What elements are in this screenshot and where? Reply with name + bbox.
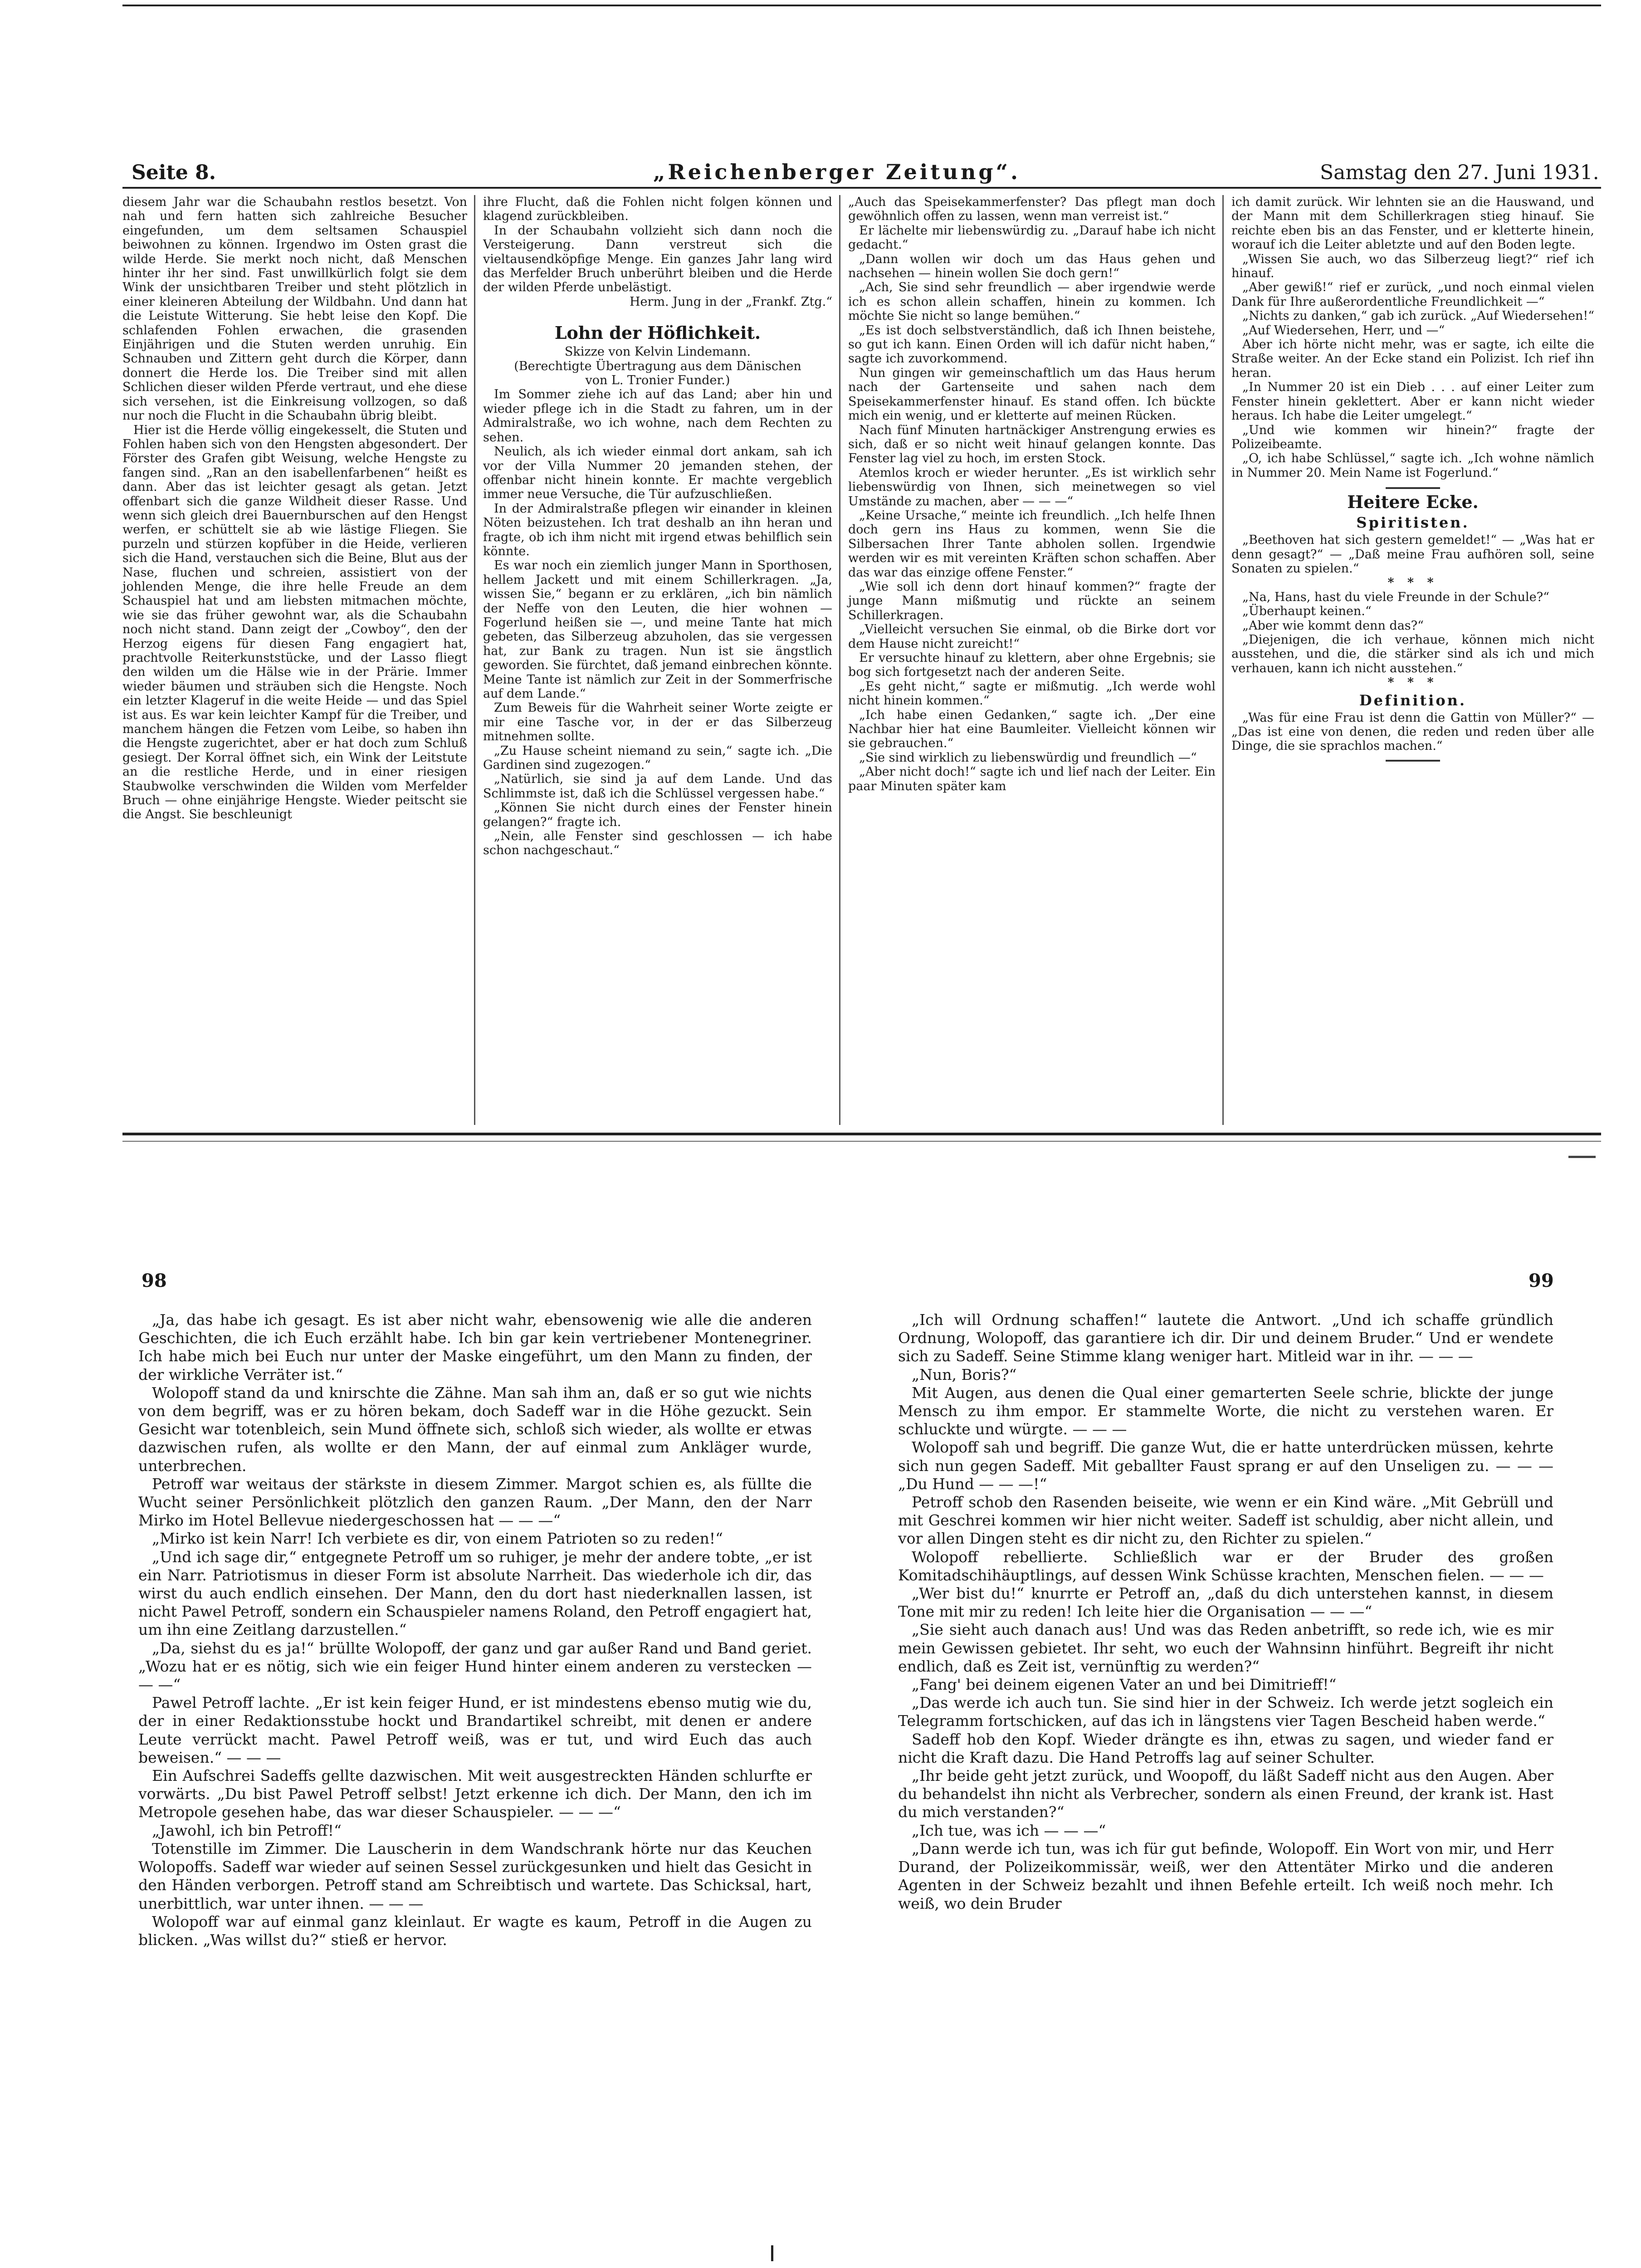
- bottom-page-rule-thin: [122, 1141, 1601, 1142]
- book-page-right: [898, 1311, 1553, 1913]
- paragraph: „Können Sie nicht durch eines der Fenster hinein gelangen?“ fragte ich.: [483, 801, 832, 829]
- paragraph: Pawel Petroff lachte. „Er ist kein feiger Hund, er ist mindestens ebenso mutig wie du, der in einer Redaktionsstube hockt und Brandartikel schreibt, mit denen er andere Leute verrückt macht. Pawel Petroff weiß, was er tut, und wird Euch das auch beweisen.“ — — —: [138, 1694, 812, 1766]
- subsection-title: Definition.: [1359, 691, 1467, 709]
- paragraph: „Zu Hause scheint niemand zu sein,“ sagte ich. „Die Gardinen sind zugezogen.“: [483, 743, 832, 772]
- column-four: [1231, 195, 1594, 762]
- paragraph: „Nun, Boris?“: [912, 1365, 1017, 1383]
- paragraph: „Sie sieht auch danach aus! Und was das Reden anbetrifft, so rede ich, wie es mir mein Gewissen gebietet. Ihr seht, wo euch der Wahnsinn hinführt. Begreift ihr nicht endlich, daß es Zeit ist, vernünftig zu werden?“: [898, 1621, 1553, 1675]
- paragraph: ich damit zurück. Wir lehnten sie an die Hauswand, und der Mann mit dem Schillerkragen stieg hinauf. Sie reichte eben bis an das Fenster, und er kletterte hinein, worauf ich die Leiter abletzte und auf den Boden legte.: [1231, 195, 1594, 252]
- paragraph: „Auf Wiedersehen, Herr, und —“: [1242, 323, 1445, 337]
- paragraph: Zum Beweis für die Wahrheit seiner Worte zeigte er mir eine Tasche vor, in der er das Silberzeug mitnehmen sollte.: [483, 701, 832, 744]
- section-divider: [1386, 760, 1440, 762]
- paragraph: „Keine Ursache,“ meinte ich freundlich. „Ich helfe Ihnen doch gern ins Haus zu kommen, wenn Sie die Silbersachen Ihrer Tante abholen sollen. Irgendwie werden wir es mit vereinten Kräften schon schaffen. Aber das war das einzige offene Fenster.“: [848, 508, 1216, 580]
- scan-mark: [1568, 1156, 1596, 1158]
- subsection-title: Spiritisten.: [1356, 514, 1470, 532]
- paragraph: Er versuchte hinauf zu klettern, aber ohne Ergebnis; sie bog sich fortgesetzt nach der anderen Seite.: [848, 651, 1216, 679]
- paragraph: „Beethoven hat sich gestern gemeldet!“ — „Was hat er denn gesagt?“ — „Daß meine Frau aufhören soll, seine Sonaten zu spielen.“: [1231, 533, 1594, 576]
- translation-note: von L. Tronier Funder.): [585, 373, 730, 388]
- paragraph: „Wer bist du!“ knurrte er Petroff an, „daß du dich unterstehen kannst, in diesem Tone mit mir zu reden! Ich leite hier die Organisation — — —“: [898, 1584, 1553, 1621]
- paragraph: Wolopoff rebellierte. Schließlich war er der Bruder des großen Komitadschihäuptlings, auf dessen Wink Schüsse krachten, Menschen fielen. — — —: [898, 1548, 1553, 1584]
- paragraph: „Ach, Sie sind sehr freundlich — aber irgendwie werde ich es schon allein schaffen, hinein zu kommen. Ich möchte Sie nicht so lange bemühen.“: [848, 280, 1216, 323]
- section-title-heitere-ecke: Heitere Ecke.: [1347, 492, 1479, 513]
- story-title: Lohn der Höflichkeit.: [554, 323, 761, 343]
- paragraph: Wolopoff sah und begriff. Die ganze Wut, die er hatte unterdrücken müssen, kehrte sich nun gegen Sadeff. Mit geballter Faust sprang er auf den Unseligen zu. — — — „Du Hund — — —!“: [898, 1438, 1553, 1493]
- book-page-left: [138, 1311, 812, 1949]
- paragraph: „Diejenigen, die ich verhaue, können mich nicht ausstehen, und die, die stärker sind als ich und mich verhauen, kann ich nicht ausstehen.“: [1231, 632, 1594, 675]
- paragraph: „Ich tue, was ich — — —“: [912, 1821, 1106, 1839]
- star-separator: * * *: [1387, 675, 1438, 690]
- issue-date: Samstag den 27. Juni 1931.: [1320, 161, 1599, 184]
- paragraph: „Aber wie kommt denn das?“: [1242, 618, 1424, 633]
- page-label: Seite 8.: [132, 161, 216, 184]
- paragraph: Ein Aufschrei Sadeffs gellte dazwischen. Mit weit ausgestreckten Händen schlurfte er vorwärts. „Du bist Pawel Petroff selbst! Jetzt erkenne ich dich. Der Mann, den ich im Metropole gesehen habe, das war dieser Schauspieler. — — —“: [138, 1767, 812, 1821]
- paragraph: „Nichts zu danken,“ gab ich zurück. „Auf Wiedersehen!“: [1242, 309, 1594, 323]
- paragraph: Es war noch ein ziemlich junger Mann in Sporthosen, hellem Jackett und mit einem Schillerkragen. „Ja, wissen Sie,“ begann er zu erklären, „ich bin nämlich der Neffe von den Leuten, die hier wohnen — Fogerlund heißen sie —, und meine Tante hat mich gebeten, das Silberzeug abzuholen, das sie vergessen hat, zur Bank zu tragen. Nun ist sie ängstlich geworden. Sie fürchtet, daß jemand einbrechen könnte. Meine Tante ist nämlich zur Zeit in der Sommerfrische auf dem Lande.“: [483, 558, 832, 701]
- paragraph: „Wie soll ich denn dort hinauf kommen?“ fragte der junge Mann mißmutig und rückte an seinem Schillerkragen.: [848, 579, 1216, 622]
- paragraph: „Da, siehst du es ja!“ brüllte Wolopoff, der ganz und gar außer Rand und Band geriet. „Wozu hat er es nötig, sich wie ein feiger Hund hinter einem anderen zu verstecken — — —“: [138, 1639, 812, 1694]
- paragraph: „Das werde ich auch tun. Sie sind hier in der Schweiz. Ich werde jetzt sogleich ein Telegramm fortschicken, auf das ich in längstens vier Tagen Bescheid haben werde.“: [898, 1694, 1553, 1730]
- paragraph: ihre Flucht, daß die Fohlen nicht folgen können und klagend zurückbleiben.: [483, 195, 832, 224]
- paragraph: Wolopoff stand da und knirschte die Zähne. Man sah ihm an, daß er so gut wie nichts von dem begriff, was er zu hören bekam, doch Sadeff war in die Höhe gezuckt. Sein Gesicht war totenbleich, sein Mund öffnete sich, schloß sich wieder, als wollte er etwas dazwischen rufen, als wollte er den Mann, der auf einmal zum Ankläger wurde, unterbrechen.: [138, 1383, 812, 1475]
- page-number-right: 99: [1529, 1270, 1554, 1291]
- translation-note: (Berechtigte Übertragung aus dem Dänischen: [514, 359, 801, 373]
- paragraph: diesem Jahr war die Schaubahn restlos besetzt. Von nah und fern hatten sich zahlreiche Besucher eingefunden, um dem seltsamen Schauspiel beiwohnen zu können. Irgendwo im Osten grast die wilde Herde. Sie merkt noch nicht, daß Menschen hinter ihr her sind. Fast unwillkürlich folgt sie dem Wink der unsichtbaren Treiber und steht plötzlich in einer kleineren Abteilung der Wildbahn. Und dann hat die Leistute Witterung. Sie hebt leise den Kopf. Die schlafenden Fohlen erwachen, die grasenden Einjährigen und die Stuten werden unruhig. Ein Schnauben und Zittern geht durch die Körper, dann donnert die Herde los. Die Treiber sind mit allen Schlichen dieser wilden Pferde vertraut, und ehe diese sich versehen, ist die Einkreisung vollzogen, so daß nur noch die Flucht in die Schaubahn übrig bleibt.: [122, 195, 467, 423]
- article-horses-continued: [122, 195, 467, 822]
- star-separator: * * *: [1387, 576, 1438, 590]
- paragraph: In der Admiralstraße pflegen wir einander in kleinen Nöten beizustehen. Ich trat deshalb an ihn heran und fragte, ob ich ihm nicht mit irgend etwas behilflich sein könnte.: [483, 501, 832, 558]
- bottom-page-rule: [122, 1133, 1601, 1135]
- paragraph: „Was für eine Frau ist denn die Gattin von Müller?“ — „Das ist eine von denen, die reden und reden über alle Dinge, die sie sprachlos machen.“: [1231, 710, 1594, 753]
- column-divider: [474, 195, 475, 1125]
- paragraph: Atemlos kroch er wieder herunter. „Es ist wirklich sehr liebenswürdig von Ihnen, sich meinetwegen so viel Umstände zu machen, aber — — —“: [848, 465, 1216, 508]
- paragraph: „Überhaupt keinen.“: [1242, 604, 1372, 619]
- paragraph: „Aber nicht doch!“ sagte ich und lief nach der Leiter. Ein paar Minuten später kam: [848, 765, 1216, 793]
- paragraph: „Natürlich, sie sind ja auf dem Lande. Und das Schlimmste ist, daß ich die Schlüssel vergessen habe.“: [483, 772, 832, 801]
- paragraph: Petroff war weitaus der stärkste in diesem Zimmer. Margot schien es, als füllte die Wucht seiner Persönlichkeit plötzlich den ganzen Raum. „Der Mann, den der Narr Mirko im Hotel Bellevue niedergeschossen hat — — —“: [138, 1475, 812, 1530]
- paragraph: „Mirko ist kein Narr! Ich verbiete es dir, von einem Patrioten so zu reden!“: [152, 1530, 723, 1548]
- paragraph: „O, ich habe Schlüssel,“ sagte ich. „Ich wohne nämlich in Nummer 20. Mein Name ist Fogerlund.“: [1231, 451, 1594, 480]
- article-credit: Herm. Jung in der „Frankf. Ztg.“: [630, 294, 832, 309]
- paragraph: „Sie sind wirklich zu liebenswürdig und freundlich —“: [859, 750, 1197, 765]
- paragraph: „Ja, das habe ich gesagt. Es ist aber nicht wahr, ebensowenig wie alle die anderen Geschichten, die ich Euch erzählt habe. Ich bin gar kein vertriebener Montenegriner. Ich habe mich bei Euch nur unter der Maske eingeführt, um den Mann zu finden, der der wirkliche Verräter ist.“: [138, 1311, 812, 1383]
- column-two: [483, 195, 832, 858]
- paragraph: Aber ich hörte nicht mehr, was er sagte, ich eilte die Straße weiter. An der Ecke stand ein Polizist. Ich rief ihn heran.: [1231, 337, 1594, 380]
- section-divider: [1386, 487, 1440, 489]
- paragraph: „Jawohl, ich bin Petroff!“: [152, 1821, 342, 1839]
- paragraph: „In Nummer 20 ist ein Dieb . . . auf einer Leiter zum Fenster hinein geklettert. Aber er kann nicht wieder heraus. Ich habe die Leiter umgelegt.“: [1231, 380, 1594, 423]
- paragraph: „Aber gewiß!“ rief er zurück, „und noch einmal vielen Dank für Ihre außerordentliche Freundlichkeit —“: [1231, 280, 1594, 309]
- masthead: „Reichenberger Zeitung“.: [653, 160, 1021, 184]
- paragraph: „Ich will Ordnung schaffen!“ lautete die Antwort. „Und ich schaffe gründlich Ordnung, Wolopoff, das garantiere ich dir. Dir und deinem Bruder.“ Und er wendete sich zu Sadeff. Seine Stimme klang weniger hart. Mitleid war in ihr. — — —: [898, 1311, 1553, 1365]
- column-divider: [839, 195, 840, 1125]
- paragraph: „Fang' bei deinem eigenen Vater an und bei Dimitrieff!“: [912, 1676, 1337, 1694]
- story-subtitle: Skizze von Kelvin Lindemann.: [564, 345, 751, 359]
- paragraph: „Wissen Sie auch, wo das Silberzeug liegt?“ rief ich hinauf.: [1231, 252, 1594, 281]
- paragraph: „Dann werde ich tun, was ich für gut befinde, Wolopoff. Ein Wort von mir, und Herr Durand, der Polizeikommissär, weiß, wer den Attentäter Mirko und die anderen Agenten in der Schweiz bezahlt und ihnen Befehle erteilt. Ich weiß noch mehr. Ich weiß, wo dein Bruder: [898, 1839, 1553, 1912]
- paragraph: „Nein, alle Fenster sind geschlossen — ich habe schon nachgeschaut.“: [483, 829, 832, 858]
- paragraph: „Ich habe einen Gedanken,“ sagte ich. „Der eine Nachbar hier hat eine Baumleiter. Vielleicht können wir sie gebrauchen.“: [848, 708, 1216, 751]
- paragraph: Petroff schob den Rasenden beiseite, wie wenn er ein Kind wäre. „Mit Gebrüll und mit Geschrei kommen wir hier nicht weiter. Sadeff ist schuldig, aber nicht allein, und vor allen Dingen steht es dir nicht zu, den Richter zu spielen.“: [898, 1493, 1553, 1548]
- paragraph: „Vielleicht versuchen Sie einmal, ob die Birke dort vor dem Hause nicht zureicht!“: [848, 622, 1216, 651]
- paragraph: Totenstille im Zimmer. Die Lauscherin in dem Wandschrank hörte nur das Keuchen Wolopoffs. Sadeff war wieder auf seinen Sessel zurückgesunken und hielt das Gesicht in den Händen verborgen. Petroff stand am Schreibtisch und wartete. Das Schicksal, hart, unerbittlich, war unter ihnen. — — —: [138, 1839, 812, 1912]
- paragraph: Im Sommer ziehe ich auf das Land; aber hin und wieder pflege ich in die Stadt zu fahren, um in der Admiralstraße, wo ich wohne, nach dem Rechten zu sehen.: [483, 387, 832, 445]
- newspaper-page: [122, 0, 1601, 1152]
- paragraph: „Dann wollen wir doch um das Haus gehen und nachsehen — hinein wollen Sie doch gern!“: [848, 252, 1216, 281]
- paragraph: „Es geht nicht,“ sagte er mißmutig. „Ich werde wohl nicht hinein kommen.“: [848, 679, 1216, 708]
- paragraph: Neulich, als ich wieder einmal dort ankam, sah ich vor der Villa Nummer 20 jemanden stehen, der offenbar nicht hinein konnte. Er machte vergeblich immer neue Versuche, die Tür aufzuschließen.: [483, 445, 832, 502]
- column-divider: [1222, 195, 1224, 1125]
- scan-mark: [771, 2245, 773, 2261]
- paragraph: „Ihr beide geht jetzt zurück, und Woopoff, du läßt Sadeff nicht aus den Augen. Aber du behandelst ihn nicht als Verbrecher, sondern als einen Freund, der krank ist. Hast du mich verstanden?“: [898, 1767, 1553, 1821]
- paragraph: Er lächelte mir liebenswürdig zu. „Darauf habe ich nicht gedacht.“: [848, 223, 1216, 252]
- top-edge-rule: [122, 5, 1601, 6]
- paragraph: Nun gingen wir gemeinschaftlich um das Haus herum nach der Gartenseite und sahen nach dem Speisekammerfenster hinauf. Es stand offen. Ich bückte mich ein wenig, und er kletterte auf meinen Rücken.: [848, 366, 1216, 423]
- paragraph: „Es ist doch selbstverständlich, daß ich Ihnen beistehe, so gut ich kann. Einen Orden will ich dafür nicht haben,“ sagte ich zuvorkommend.: [848, 323, 1216, 366]
- column-three: [848, 195, 1216, 793]
- paragraph: „Und ich sage dir,“ entgegnete Petroff um so ruhiger, je mehr der andere tobte, „er ist ein Narr. Patriotismus in dieser Form ist absolute Narrheit. Das wiederhole ich dir, das wirst du auch endlich einsehen. Der Mann, den du dort hast niederknallen lassen, ist nicht Pawel Petroff, sondern ein Schauspieler namens Roland, den Petroff engagiert hat, um ihn eine Zeitlang darzustellen.“: [138, 1548, 812, 1639]
- paragraph: „Auch das Speisekammerfenster? Das pflegt man doch gewöhnlich offen zu lassen, wenn man verreist ist.“: [848, 195, 1216, 224]
- paragraph: Hier ist die Herde völlig eingekesselt, die Stuten und Fohlen haben sich von den Hengsten abgesondert. Der Förster des Grafen gibt Weisung, welche Hengste zu fangen sind. „Ran an den isabellenfarbenen“ heißt es dann. Aber das ist leichter gesagt als getan. Jetzt offenbart sich die ganze Wildheit dieser Rasse. Und wenn sich gleich drei Bauernburschen auf den Hengst werfen, er schüttelt sie ab wie lästige Fliegen. Sie purzeln und stürzen kopfüber in die Heide, verlieren sich die Hand, verstauchen sich die Beine, Blut aus der Nase, fluchen und schreien, assistiert von der johlenden Menge, die ihre helle Freude an dem Schauspiel hat und am liebsten mitmachen möchte, wie sie das früher gewohnt war, als die Schaubahn noch nicht stand. Dann zeigt der „Cowboy“, den der Herzog eigens für diesen Fang engagiert hat, prachtvolle Reiterkunststücke, und der Lasso fliegt den wilden um die Hälse wie in der Prärie. Immer wieder bäumen und sträuben sich die Hengste. Noch ein letzter Klageruf in die weite Heide — und das Spiel ist aus. Es war kein leichter Kampf für die Treiber, und manchem hängen die Fetzen vom Leibe, so haben ihn die Hengste zugerichtet, aber er hat doch zum Schluß gesiegt. Der Korral öffnet sich, ein Wink der Leitstute an die restliche Herde, und in einer riesigen Staubwolke verschwinden die Wilden vom Merfelder Bruch — ohne einjährige Hengste. Wieder peitscht sie die Angst. Sie beschleunigt: [122, 423, 467, 822]
- paragraph: Mit Augen, aus denen die Qual einer gemarterten Seele schrie, blickte der junge Mensch zu ihm empor. Er stammelte Worte, die nicht zu verstehen waren. Er schluckte und würgte. — — —: [898, 1383, 1553, 1438]
- page-number-left: 98: [142, 1270, 167, 1291]
- header-rule: [122, 187, 1601, 189]
- paragraph: Nach fünf Minuten hartnäckiger Anstrengung erwies es sich, daß er so nicht weit hinauf gelangen konnte. Das Fenster lag viel zu hoch, im ersten Stock.: [848, 423, 1216, 466]
- paragraph: Wolopoff war auf einmal ganz kleinlaut. Er wagte es kaum, Petroff in die Augen zu blicken. „Was willst du?“ stieß er hervor.: [138, 1912, 812, 1949]
- paragraph: „Na, Hans, hast du viele Freunde in der Schule?“: [1242, 590, 1549, 604]
- paragraph: Sadeff hob den Kopf. Wieder drängte es ihn, etwas zu sagen, und wieder fand er nicht die Kraft dazu. Die Hand Petroffs lag auf seiner Schulter.: [898, 1730, 1553, 1766]
- paragraph: In der Schaubahn vollzieht sich dann noch die Versteigerung. Dann verstreut sich die vieltausendköpfige Menge. Ein ganzes Jahr lang wird das Merfelder Bruch unberührt bleiben und die Herde der wilden Pferde unbelästigt.: [483, 223, 832, 295]
- paragraph: „Und wie kommen wir hinein?“ fragte der Polizeibeamte.: [1231, 423, 1594, 451]
